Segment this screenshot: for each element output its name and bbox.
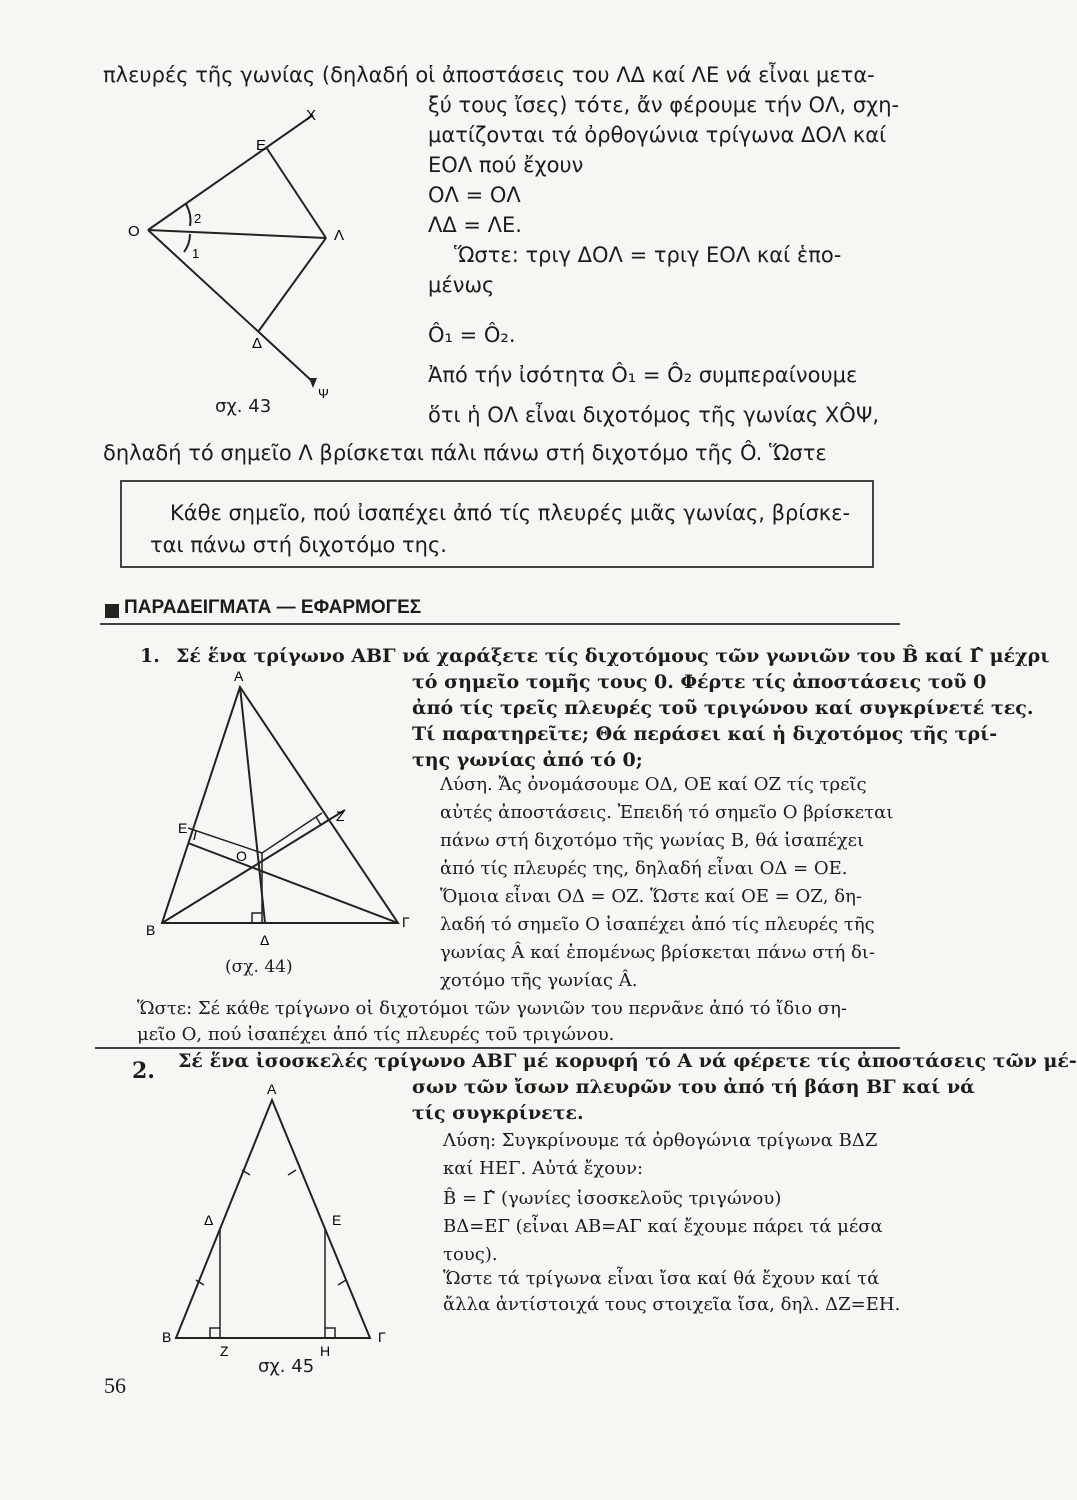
question-line: Σέ ἕνα ἰσοσκελές τρίγωνο ΑΒΓ μέ κορυφή τό Α νά φέρετε τίς ἀποστάσεις τῶν μέ-	[178, 1050, 1077, 1072]
page-number: 56	[104, 1373, 126, 1398]
figure-45	[160, 1080, 420, 1360]
question-line: τίς συγκρίνετε.	[412, 1102, 584, 1124]
label-h: Η	[320, 1343, 331, 1359]
label-e: Ε	[178, 820, 188, 836]
label-2: 2	[194, 211, 202, 226]
label-e: Ε	[256, 137, 267, 154]
text-line: ὅτι ἡ ΟΛ εἶναι διχοτόμος τῆς γωνίας ΧÔΨ,	[428, 403, 880, 427]
text-line: Ἀπό τήν ἰσότητα Ô₁ = Ô₂ συμπεραίνουμε	[428, 363, 858, 387]
label-z: Ζ	[336, 808, 345, 824]
solution-line: ἄλλα ἀντίστοιχά τους στοιχεῖα ἴσα, δηλ. ΔΖ=ΕΗ.	[443, 1294, 901, 1315]
segment-ld	[258, 238, 326, 332]
bisector-g	[188, 843, 398, 923]
solution-line: τους).	[443, 1244, 498, 1265]
triangle-abg	[162, 687, 398, 923]
label-delta: Δ	[252, 335, 263, 352]
text-line: ΕΟΛ πού ἔχουν	[428, 153, 584, 177]
distance-oe	[188, 828, 262, 853]
solution-line: λαδή τό σημεῖο Ο ἰσαπέχει ἀπό τίς πλευρές τῆς	[440, 914, 875, 935]
rule-text: ται πάνω στή διχοτόμο της.	[150, 533, 447, 557]
label-a: Α	[234, 668, 244, 684]
example-number: 2.	[132, 1058, 155, 1084]
section-title: ΠΑΡΑΔΕΙΓΜΑΤΑ — ΕΦΑΡΜΟΓΕΣ	[124, 597, 422, 618]
solution-line: Ὅμοια εἶναι ΟΔ = ΟΖ. Ὥστε καί ΟΕ = ΟΖ, δη-	[440, 886, 862, 907]
figure-43	[118, 100, 418, 400]
solution-line: αὐτές ἀποστάσεις. Ἐπειδή τό σημεῖο Ο βρίσκεται	[440, 802, 894, 823]
conclusion-line: Ὥστε: Σέ κάθε τρίγωνο οἱ διχοτόμοι τῶν γωνιῶν του περνᾶνε ἀπό τό ἴδιο ση-	[137, 998, 847, 1019]
solution-line: καί ΗΕΓ. Αὐτά ἔχουν:	[443, 1158, 644, 1179]
ray-opsi	[148, 230, 313, 382]
question-line: Σέ ἕνα τρίγωνο ΑΒΓ νά χαράξετε τίς διχοτόμους τῶν γωνιῶν του B̂ καί Γ̂ μέχρι	[176, 645, 1050, 667]
label-b: Β	[162, 1329, 172, 1345]
label-b: Β	[146, 922, 156, 938]
label-o: Ο	[236, 848, 247, 864]
arrow-head	[309, 378, 317, 388]
segment-le	[266, 147, 326, 238]
label-x: Χ	[306, 107, 317, 124]
label-e: Ε	[332, 1212, 342, 1228]
equation: Ô₁ = Ô₂.	[428, 323, 516, 347]
conclusion-line: μεῖο Ο, πού ἰσαπέχει ἀπό τίς πλευρές τοῦ τριγώνου.	[137, 1024, 615, 1045]
right-angle-z	[316, 817, 328, 825]
solution-line: ΒΔ=ΕΓ (εἶναι ΑΒ=ΑΓ καί ἔχουμε πάρει τά μέσα	[443, 1216, 883, 1237]
label-lambda: Λ	[334, 227, 345, 244]
solution-line: Λύση: Συγκρίνουμε τά ὀρθογώνια τρίγωνα ΒΔΖ	[443, 1130, 878, 1151]
question-line: της γωνίας ἀπό τό 0;	[412, 749, 643, 771]
label-g: Γ	[402, 914, 410, 930]
label-1: 1	[192, 246, 200, 261]
text-line: Ὥστε: τριγ ΔΟΛ = τριγ ΕΟΛ καί ἑπο-	[454, 243, 842, 267]
label-o: Ο	[128, 223, 140, 240]
figure-caption: σχ. 43	[215, 396, 272, 417]
question-line: τό σημεῖο τομῆς τους 0. Φέρτε τίς ἀποστάσεις τοῦ 0	[412, 671, 987, 693]
right-angle-e	[194, 831, 196, 840]
tick-mark	[288, 1170, 296, 1175]
text-line: δηλαδή τό σημεῖο Λ βρίσκεται πάλι πάνω στή διχοτόμο τῆς Ô. Ὥστε	[103, 441, 827, 465]
question-line: Τί παρατηρεῖτε; Θά περάσει καί ἡ διχοτόμος τῆς τρί-	[412, 723, 998, 745]
solution-line: Ὥστε τά τρίγωνα εἶναι ἴσα καί θά ἔχουν καί τά	[443, 1268, 880, 1289]
equation: ΛΔ = ΛΕ.	[428, 213, 522, 237]
label-psi: Ψ	[318, 386, 329, 401]
text-line: πλευρές τῆς γωνίας (δηλαδή οἱ ἀποστάσεις του ΛΔ καί ΛΕ νά εἶναι μετα-	[103, 63, 875, 87]
label-d: Δ	[260, 932, 270, 948]
example-number: 1.	[140, 645, 160, 667]
equation: ΟΛ = ΟΛ	[428, 183, 521, 207]
tick-mark	[338, 1280, 346, 1285]
right-angle-d	[252, 913, 262, 923]
bullet-square	[105, 604, 119, 618]
question-line: σων τῶν ἴσων πλευρῶν του ἀπό τή βάση ΒΓ καί νά	[412, 1076, 975, 1098]
divider	[100, 623, 900, 625]
ray-ox	[148, 115, 313, 230]
question-line: ἀπό τίς τρεῖς πλευρές τοῦ τριγώνου καί συγκρίνετέ τες.	[412, 697, 1034, 719]
distance-oz	[262, 813, 322, 853]
label-a: Α	[267, 1081, 277, 1097]
figure-44	[140, 665, 420, 955]
figure-caption: (σχ. 44)	[225, 957, 293, 977]
angle-arc-1	[184, 234, 190, 252]
rule-text: Κάθε σημεῖο, πού ἰσαπέχει ἀπό τίς πλευρές μιᾶς γωνίας, βρίσκε-	[170, 501, 851, 525]
solution-line: πάνω στή διχοτόμο τῆς γωνίας Β, θά ἰσαπέχει	[440, 830, 865, 851]
bisector-ol	[148, 230, 326, 238]
right-angle-z	[210, 1328, 220, 1338]
label-g: Γ	[378, 1329, 386, 1345]
label-z: Ζ	[220, 1343, 229, 1359]
solution-line: χοτόμο τῆς γωνίας Â.	[440, 970, 638, 991]
figure-caption: σχ. 45	[258, 1356, 315, 1377]
solution-line: γωνίας Â καί ἑπομένως βρίσκεται πάνω στή δι-	[440, 942, 875, 963]
text-line: μένως	[428, 273, 495, 297]
solution-line: B̂ = Γ̂ (γωνίες ἰσοσκελοῦς τριγώνου)	[443, 1188, 782, 1209]
solution-line: ἀπό τίς πλευρές της, δηλαδή εἶναι ΟΔ = ΟΕ.	[440, 858, 848, 879]
text-line: ξύ τους ἴσες) τότε, ἄν φέρουμε τήν ΟΛ, σχη-	[428, 93, 900, 117]
bisector-b	[162, 810, 345, 923]
right-angle-h	[325, 1328, 335, 1338]
angle-arc-2	[186, 204, 191, 226]
label-d: Δ	[204, 1212, 214, 1228]
solution-line: Λύση. Ἄς ὀνομάσουμε ΟΔ, ΟΕ καί ΟΖ τίς τρεῖς	[440, 774, 867, 795]
text-line: ματίζονται τά ὀρθογώνια τρίγωνα ΔΟΛ καί	[428, 123, 887, 147]
